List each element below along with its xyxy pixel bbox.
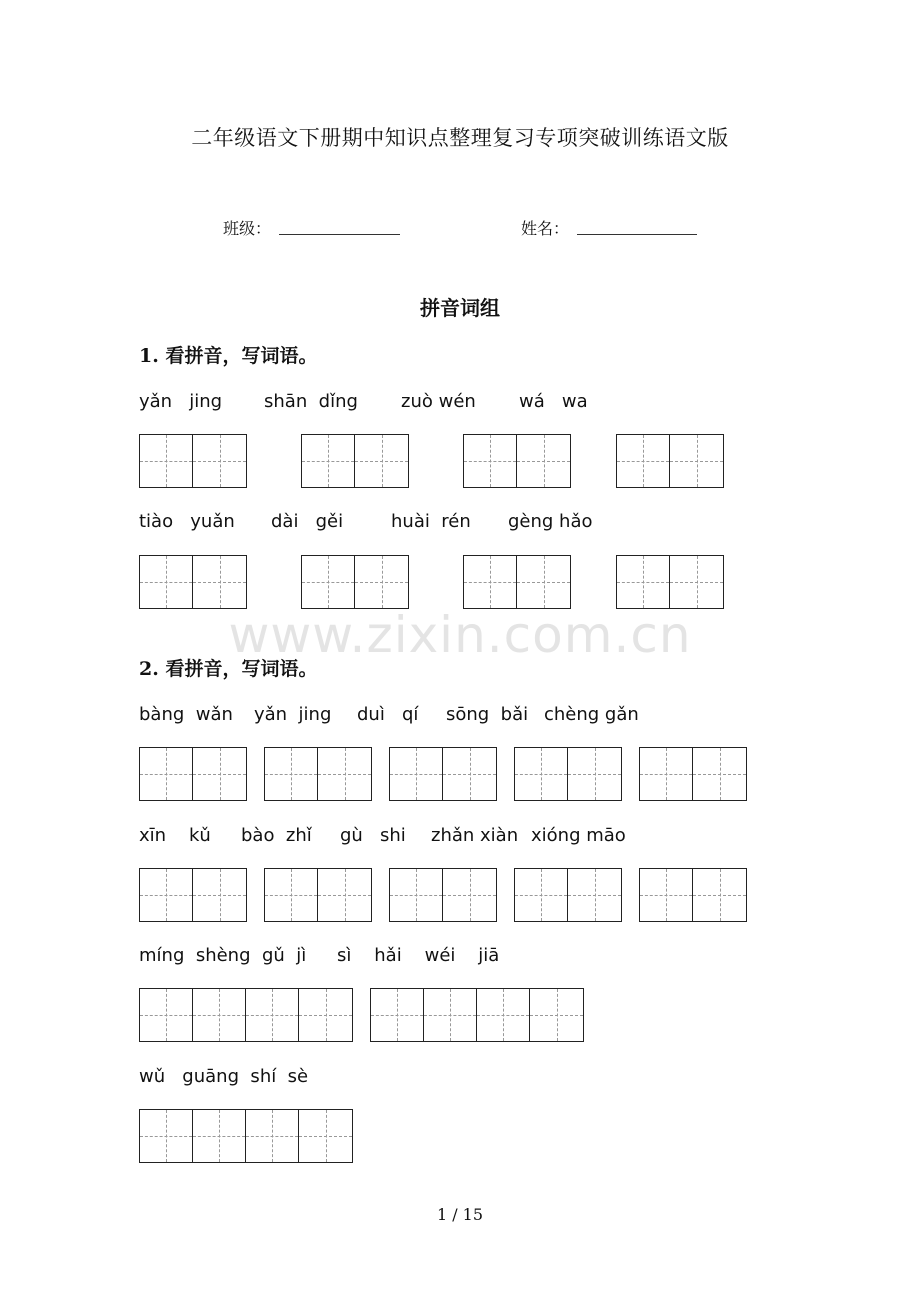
pinyin-item: gèng hǎo [508, 511, 593, 532]
question-2-label: 2. 看拼音，写词语。 [139, 658, 318, 680]
writing-grid[interactable] [264, 868, 372, 922]
pinyin-item: xīn kǔ [139, 825, 211, 846]
pinyin-item: dài gěi [271, 511, 344, 532]
writing-grid[interactable] [139, 747, 247, 801]
writing-grid[interactable] [301, 434, 409, 488]
class-label: 班级： [223, 219, 272, 238]
pinyin-item: huài rén [391, 511, 471, 532]
writing-grid[interactable] [264, 747, 372, 801]
writing-grid[interactable] [301, 555, 409, 609]
name-label: 姓名： [521, 219, 570, 238]
name-blank[interactable] [577, 234, 697, 235]
pinyin-item: tiào yuǎn [139, 511, 235, 532]
pinyin-item: chèng gǎn [544, 704, 639, 725]
writing-grid[interactable] [139, 1109, 353, 1163]
document-title: 二年级语文下册期中知识点整理复习专项突破训练语文版 [191, 126, 729, 150]
pinyin-item: sōng bǎi [446, 704, 529, 725]
writing-grid[interactable] [370, 988, 584, 1042]
writing-grid[interactable] [463, 434, 571, 488]
writing-grid[interactable] [139, 434, 247, 488]
pinyin-item: bàng wǎn [139, 704, 233, 725]
pinyin-item: yǎn jing [139, 391, 223, 412]
pinyin-item: zhǎn xiàn [431, 825, 519, 846]
writing-grid[interactable] [139, 555, 247, 609]
pinyin-item: wá wa [519, 391, 588, 412]
writing-grid[interactable] [639, 868, 747, 922]
writing-grid[interactable] [639, 747, 747, 801]
pinyin-item: bào zhǐ [241, 825, 312, 846]
writing-grid[interactable] [616, 434, 724, 488]
question-1-label: 1. 看拼音，写词语。 [139, 345, 318, 367]
pinyin-item: yǎn jing [254, 704, 332, 725]
pinyin-item: duì qí [357, 704, 419, 725]
section-title: 拼音词组 [420, 296, 500, 320]
writing-grid[interactable] [389, 868, 497, 922]
writing-grid[interactable] [389, 747, 497, 801]
writing-grid[interactable] [514, 868, 622, 922]
pinyin-item: gù shi [340, 825, 406, 846]
pinyin-item: wǔ guāng shí sè [139, 1066, 309, 1087]
writing-grid[interactable] [139, 868, 247, 922]
pinyin-item: zuò wén [401, 391, 476, 412]
writing-grid[interactable] [616, 555, 724, 609]
pinyin-item: shān dǐng [264, 391, 358, 412]
pinyin-item: sì hǎi wéi jiā [337, 945, 500, 966]
pinyin-item: míng shèng gǔ jì [139, 945, 307, 966]
watermark: www.zixin.com.cn [228, 606, 692, 664]
writing-grid[interactable] [463, 555, 571, 609]
writing-grid[interactable] [139, 988, 353, 1042]
page-number: 1 / 15 [436, 1205, 484, 1224]
writing-grid[interactable] [514, 747, 622, 801]
pinyin-item: xióng māo [531, 825, 626, 846]
class-blank[interactable] [279, 234, 400, 235]
